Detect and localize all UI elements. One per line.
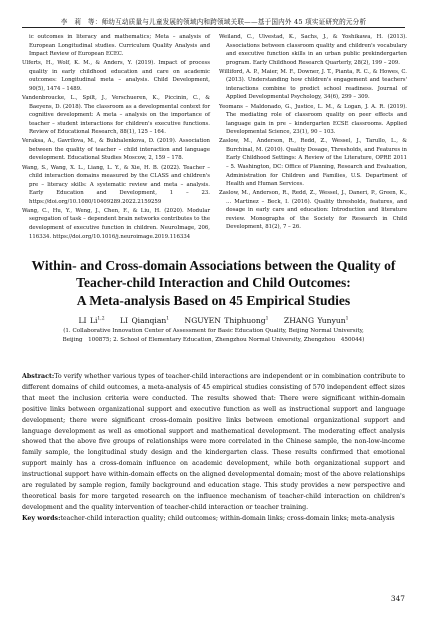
reference-entry: Ulferts, H., Wolf, K. M., & Anders, Y. (2019). Impact of process quality in early childhood education and care on academic outcomes: Longitudinal meta – analysis. Child Development, 90(5), 1474 – 1489. — [22, 60, 210, 92]
references-right-column — [219, 33, 407, 233]
reference-entry: Williford, A. P., Maier, M. F., Downer, J. T., Pianta, R. C., & Howes, C. (2013). Understanding how children's engagement and teachers' interactions combine to predict school readiness. Journal of Applied Developmental Psychology, 34(6), 299 – 309. — [219, 68, 407, 101]
reference-entry: Wang, C., Hu, Y., Weng, J., Chen, F., & Liu, H. (2020). Modular segregation of task – dependent brain networks contributes to the development of executive function in children. NeuroImage, 206, 116334. https://doi.org/10.1016/j.neuroimage.2019.116334 — [22, 207, 210, 240]
keywords — [22, 514, 405, 525]
reference-entry: Weiland, C., Ulvestad, K., Sachs, J., & Yoshikawa, H. (2013). Associations between classroom quality and children's vocabulary and executive function skills in an urban public prekindergarten program. Early Childhood Research Quarterly, 28(2), 199 – 209. — [219, 34, 407, 66]
reference-entry: Zaslow, M., Anderson, R., Redd, Z., Wessel, J., Daneri, P., Green, K., … Martinez – Beck, I. (2016). Quality thresholds, features, and dosage in early care and education: Introduction and literature review. Monographs of the Society for Research in Child Development, 81(2), 7 – 26. — [219, 190, 407, 231]
author-list — [22, 316, 405, 325]
affiliation-line: Beijing 100875; 2. School of Elementary Education, Zhengzhou Normal University, Zhengzhou 450044) — [62, 337, 365, 344]
title-line: Teacher-child Interaction and Child Outcomes: — [76, 275, 351, 291]
reference-entry: Vandenbroucke, L., Spilt, J., Verschueren, K., Piccinin, C., & Baeyens, D. (2018). The classroom as a developmental context for cognitive development: A meta – analysis on the importance of teacher – student interactions for children's executive functions. Review of Educational Research, 88(1), 125 – 164. — [22, 95, 210, 136]
affiliation-line: (1. Collaborative Innovation Center of Assessment for Basic Education Quality, Beijing Normal University, — [63, 328, 364, 335]
author-name: NGUYEN Thiphuong$^1$ — [184, 316, 269, 326]
reference-entry: Veraksa, A., Gavrilova, M., & Bukhalenkova, D. (2019). Association between the quality of teacher – child interaction and language development. Educational Studies Moscow, 2, 159 – 178. — [22, 138, 210, 162]
keywords-text: teacher-child interaction quality; child outcomes; within-domain links; cross-domain links; meta-analysis — [60, 514, 395, 522]
title-line: Within- and Cross-domain Associations between the Quality of — [31, 258, 396, 273]
running-head: 李 莉 等：师幼互动质量与儿童发展的领域内和跨领域关联——基于国内外 45 项实证研究的元分析 — [60, 18, 367, 26]
author-name: LI Qianqian$^1$ — [120, 316, 170, 326]
abstract — [22, 372, 405, 514]
english-title — [22, 257, 405, 309]
reference-entry: Wang, S., Wang, X. L., Liang, L. Y., & Xie, H. B. (2022). Teacher – child interaction domains measured by the CLASS and children's pre – literacy skills: A systematic review and meta – analysis. Early Education and Development, 1 – 23. https://doi.org/10.1080/10409289.2022.2159259 — [22, 164, 210, 205]
reference-entry: ic outcomes in literacy and mathematics; Meta – analysis of European Longitudinal studies. Curriculum Quality Analysis and Impact Review of European ECEC. — [29, 34, 210, 58]
abstract-label: Abstract: — [22, 373, 55, 380]
references-left-column — [22, 33, 210, 242]
abstract-text: To verify whether various types of teacher-child interactions are independent or in combination contribute to different domains of child outcomes, a meta-analysis of 45 empirical studies consisting of 570 independent effect sizes that meet the inclusion criteria were conducted. The results showed that: There were significant within-domain positive links between organizational support and executive function as well as instructional support and language development; there were significant cross-domain positive links between emotional organizational support and language development as well as emotional support and mathematical development. The moderating effect analysis showed that the above five groups of relationships were more correlated in the Chinese sample, the non-low-income family sample, the longitudinal study design and the kindergarten class. These results confirmed that emotional support mainly has a cross-domain influence on academic development, while both organizational support and instructional support have within-domain effects on the aligned developmental domain; most of the above relationships are regulated by sample region, family background and education stage. This study provides a new perspective and theoretical basis for more targeted research on the influence mechanism of teacher-child interaction on children's development and the quality intervention of teacher-child interaction or teacher training. — [22, 373, 405, 511]
author-name: ZHANG Yunyun$^1$ — [283, 316, 349, 326]
reference-entry: Zaslow, M., Anderson, R., Redd, Z., Wessel, J., Tarullo, L., & Burchinal, M. (2010). Quality Dosage, Thresholds, and Features in Early Childhood Settings: A Review of the Literature, OPRE 2011 – 5. Washington, DC: Office of Planning, Research and Evaluation, Administration for Children and Families, U.S. Department of Health and Human Services. — [219, 138, 407, 188]
title-line: A Meta-analysis Based on 45 Empirical Studies — [76, 292, 351, 308]
header-rule — [22, 27, 405, 28]
keywords-label: Key words: — [22, 514, 61, 522]
affiliations — [22, 327, 405, 345]
author-name: LI Li$^{1,2}$ — [78, 316, 105, 326]
page-number: 347 — [390, 594, 405, 603]
reference-entry: Yeomans – Maldonado, G., Justice, L. M., & Logan, J. A. R. (2019). The mediating role of classroom quality on peer effects and language gain in pre – kindergarten ECSE classrooms. Applied Developmental Science, 23(1), 90 – 103. — [219, 103, 407, 136]
article-header — [22, 257, 405, 345]
abstract-block — [22, 372, 405, 525]
